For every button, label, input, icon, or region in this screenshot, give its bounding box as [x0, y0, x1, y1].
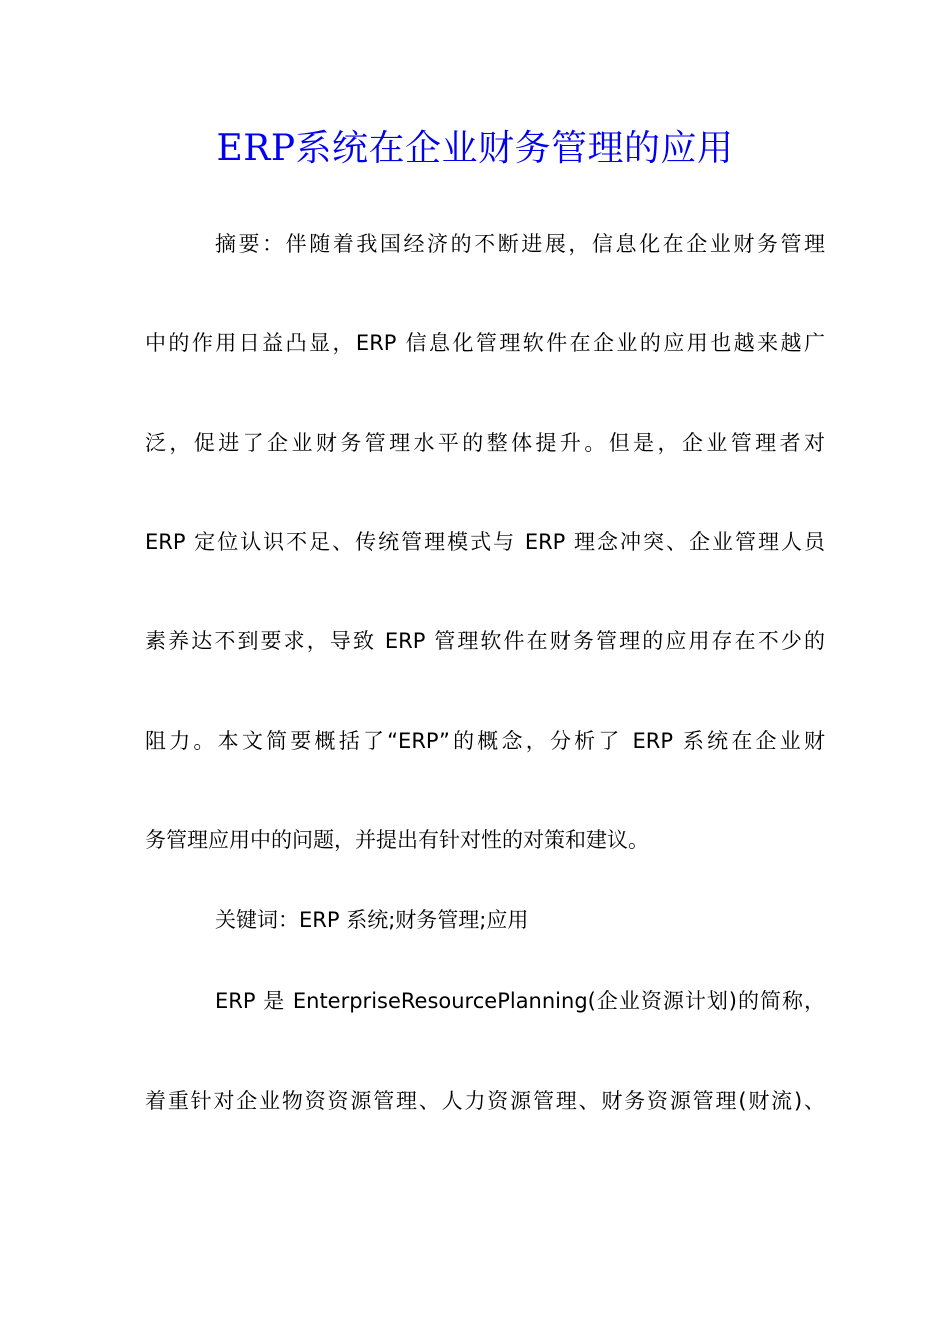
abstract-line-2: 中的作用日益凸显，ERP 信息化管理软件在企业的应用也越来越广 [145, 331, 825, 355]
body-line-2: 着重针对企业物资资源管理、人力资源管理、财务资源管理(财流)、 [145, 1089, 825, 1113]
abstract-line-4: ERP 定位认识不足、传统管理模式与 ERP 理念冲突、企业管理人员 [145, 530, 825, 554]
body-line-1: ERP 是 EnterpriseResourcePlanning(企业资源计划)的简称， [215, 989, 825, 1013]
abstract-line-7: 务管理应用中的问题，并提出有针对性的对策和建议。 [145, 828, 649, 852]
abstract-line-3: 泛，促进了企业财务管理水平的整体提升。但是，企业管理者对 [145, 431, 825, 455]
abstract-line-6: 阻力。本文简要概括了“ERP”的概念，分析了 ERP 系统在企业财 [145, 729, 825, 753]
abstract-line-1: 摘要：伴随着我国经济的不断进展，信息化在企业财务管理 [215, 232, 825, 256]
document-title: ERP系统在企业财务管理的应用 [216, 128, 734, 169]
abstract-line-5: 素养达不到要求，导致 ERP 管理软件在财务管理的应用存在不少的 [145, 629, 825, 653]
keywords-line: 关键词：ERP 系统;财务管理;应用 [215, 908, 529, 932]
